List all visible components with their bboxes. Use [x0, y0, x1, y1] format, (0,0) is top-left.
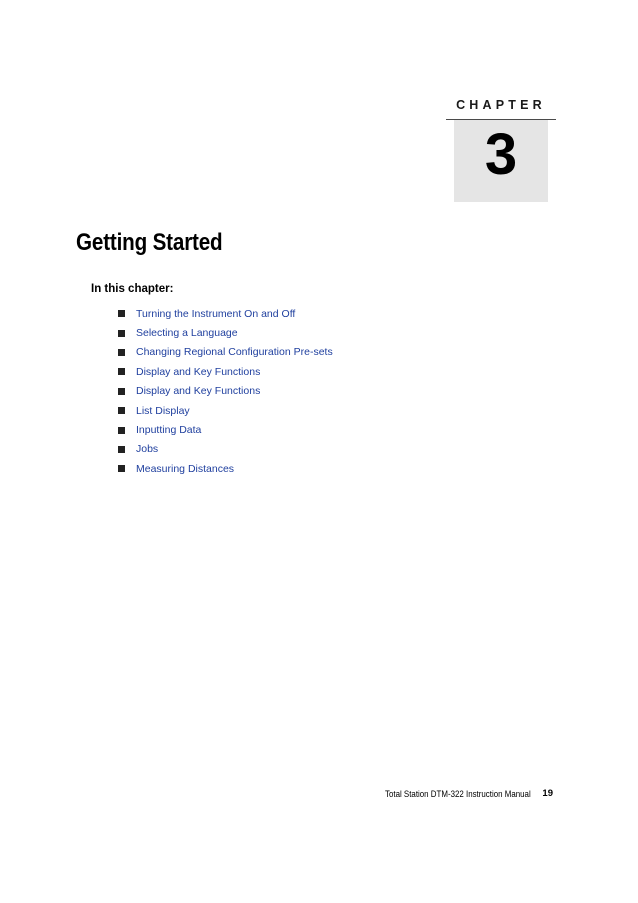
toc-item-selecting-language [118, 323, 333, 342]
toc-link-measuring-distances[interactable]: Measuring Distances [136, 462, 235, 475]
square-bullet-icon [118, 407, 125, 414]
toc-link-display-key-functions[interactable]: Display and Key Functions [136, 365, 261, 378]
toc-item-regional-presets [118, 343, 333, 362]
toc-item-display-key-functions [118, 362, 333, 381]
square-bullet-icon [118, 349, 125, 356]
chapter-label: CHAPTER [446, 91, 556, 120]
toc-link-regional-presets[interactable]: Changing Regional Configuration Pre-sets [136, 346, 333, 359]
footer-page-number: 19 [542, 788, 553, 799]
toc-item-display-key-functions-2 [118, 382, 333, 401]
chapter-number-box [454, 120, 548, 202]
chapter-heading-box [446, 91, 556, 202]
toc-link-turning-on-off[interactable]: Turning the Instrument On and Off [136, 307, 296, 320]
square-bullet-icon [118, 368, 125, 375]
toc-link-jobs[interactable]: Jobs [136, 443, 159, 456]
page-footer [385, 786, 555, 802]
chapter-number: 3 [484, 122, 518, 187]
toc-link-selecting-language[interactable]: Selecting a Language [136, 327, 238, 340]
toc-item-list-display [118, 401, 333, 420]
chapter-toc-list [118, 304, 333, 479]
square-bullet-icon [118, 427, 125, 434]
in-this-chapter-label: In this chapter: [91, 283, 174, 295]
square-bullet-icon [118, 465, 125, 472]
page-title: Getting Started [76, 229, 223, 256]
footer-manual-title: Total Station DTM-322 Instruction Manual [385, 789, 531, 799]
toc-item-inputting-data [118, 420, 333, 439]
toc-item-jobs [118, 440, 333, 459]
toc-item-turning-on-off [118, 304, 333, 323]
square-bullet-icon [118, 310, 125, 317]
toc-link-list-display[interactable]: List Display [136, 404, 190, 417]
square-bullet-icon [118, 446, 125, 453]
square-bullet-icon [118, 388, 125, 395]
square-bullet-icon [118, 330, 125, 337]
toc-link-inputting-data[interactable]: Inputting Data [136, 424, 202, 437]
toc-link-display-key-functions-2[interactable]: Display and Key Functions [136, 385, 261, 398]
toc-item-measuring-distances [118, 459, 333, 478]
